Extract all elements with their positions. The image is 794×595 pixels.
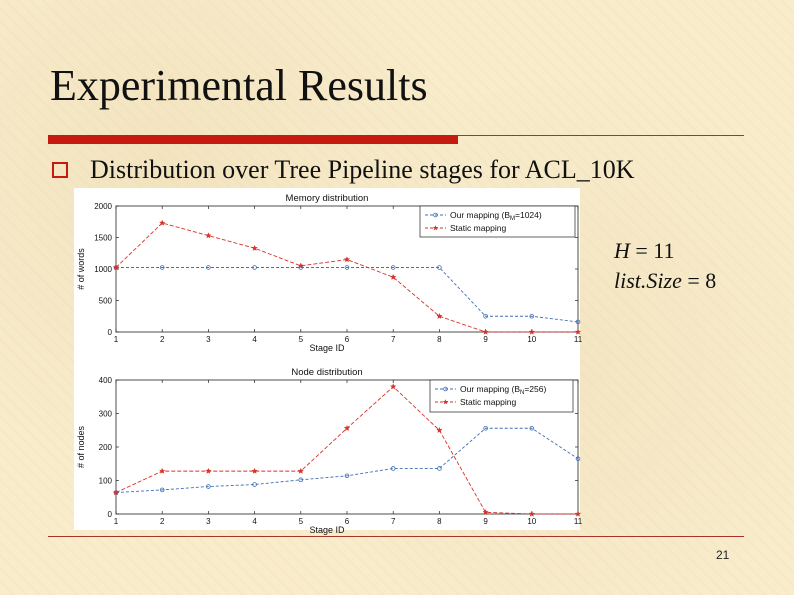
data-point bbox=[575, 511, 580, 516]
x-tick-label: 9 bbox=[483, 335, 488, 344]
param-h-var: H bbox=[614, 238, 630, 263]
x-tick-label: 8 bbox=[437, 335, 442, 344]
x-tick-label: 10 bbox=[527, 335, 537, 344]
data-point bbox=[529, 511, 534, 516]
data-point bbox=[344, 257, 349, 262]
x-tick-label: 11 bbox=[573, 335, 583, 344]
x-tick-label: 7 bbox=[390, 335, 396, 344]
x-tick-label: 4 bbox=[252, 335, 257, 344]
param-list-size-var: list.Size bbox=[614, 268, 682, 293]
footer-rule bbox=[48, 536, 744, 537]
data-point bbox=[160, 468, 165, 473]
legend bbox=[420, 206, 575, 237]
title-underline-accent bbox=[48, 135, 458, 144]
param-h bbox=[614, 236, 716, 266]
chart-title: Node distribution bbox=[291, 367, 363, 378]
title-underline-rule bbox=[458, 135, 744, 136]
x-tick-label: 10 bbox=[527, 517, 537, 526]
x-tick-label: 5 bbox=[298, 335, 304, 344]
x-axis-label: Stage ID bbox=[309, 525, 345, 535]
data-point bbox=[529, 329, 534, 334]
y-tick-label: 0 bbox=[107, 328, 112, 337]
page-number: 21 bbox=[716, 548, 730, 562]
y-axis-label: # of words bbox=[76, 248, 86, 290]
checkbox-bullet-icon bbox=[52, 162, 68, 178]
y-tick-label: 500 bbox=[98, 296, 112, 306]
data-point bbox=[252, 245, 257, 250]
x-axis-label: Stage ID bbox=[309, 343, 345, 353]
y-tick-label: 2000 bbox=[94, 202, 112, 211]
y-axis-label: # of nodes bbox=[76, 425, 86, 469]
y-tick-label: 300 bbox=[98, 409, 112, 419]
chart-figure bbox=[74, 188, 583, 535]
x-tick-label: 2 bbox=[159, 335, 165, 344]
x-tick-label: 2 bbox=[159, 517, 165, 526]
param-list-size bbox=[614, 266, 716, 296]
series-line-2 bbox=[116, 223, 578, 332]
bullet-text: Distribution over Tree Pipeline stages for ACL_10K bbox=[90, 155, 635, 184]
param-list-size-val: = 8 bbox=[681, 268, 717, 293]
y-tick-label: 100 bbox=[98, 476, 112, 486]
series-line-1 bbox=[116, 428, 578, 492]
legend bbox=[430, 380, 573, 412]
slide-title: Experimental Results bbox=[50, 61, 428, 110]
x-tick-label: 6 bbox=[344, 517, 350, 526]
x-tick-label: 1 bbox=[113, 335, 119, 344]
param-h-val: = 11 bbox=[629, 238, 675, 263]
series-line-1 bbox=[116, 267, 578, 321]
data-point bbox=[483, 329, 488, 334]
x-tick-label: 5 bbox=[298, 517, 304, 526]
data-point bbox=[438, 467, 442, 471]
chart-svg bbox=[74, 188, 583, 535]
x-tick-label: 9 bbox=[483, 517, 488, 526]
bullet-item bbox=[52, 155, 635, 185]
legend-label: Static mapping bbox=[450, 223, 507, 233]
y-tick-label: 400 bbox=[98, 376, 112, 385]
chart-panel-1 bbox=[76, 193, 583, 353]
parameter-block bbox=[614, 236, 716, 296]
y-tick-label: 1000 bbox=[94, 265, 112, 274]
x-tick-label: 11 bbox=[573, 517, 583, 526]
data-point bbox=[575, 329, 580, 334]
x-tick-label: 7 bbox=[390, 517, 396, 526]
y-tick-label: 0 bbox=[107, 510, 112, 519]
data-point bbox=[252, 468, 257, 473]
y-tick-label: 200 bbox=[98, 443, 112, 452]
legend-label: Static mapping bbox=[460, 397, 517, 407]
chart-title: Memory distribution bbox=[285, 193, 369, 204]
x-tick-label: 3 bbox=[206, 517, 211, 526]
y-tick-label: 1500 bbox=[94, 233, 112, 243]
x-tick-label: 6 bbox=[344, 335, 350, 344]
x-tick-label: 3 bbox=[206, 335, 211, 344]
data-point bbox=[206, 233, 211, 238]
legend-label: Our mapping $(B_M=1024)$ bbox=[450, 210, 542, 222]
x-tick-label: 1 bbox=[113, 517, 119, 526]
x-tick-label: 8 bbox=[437, 517, 442, 526]
legend-label: Our mapping $(B_N=256)$ bbox=[460, 384, 547, 396]
chart-panel-2 bbox=[76, 367, 583, 535]
data-point bbox=[206, 468, 211, 473]
x-tick-label: 4 bbox=[252, 517, 257, 526]
